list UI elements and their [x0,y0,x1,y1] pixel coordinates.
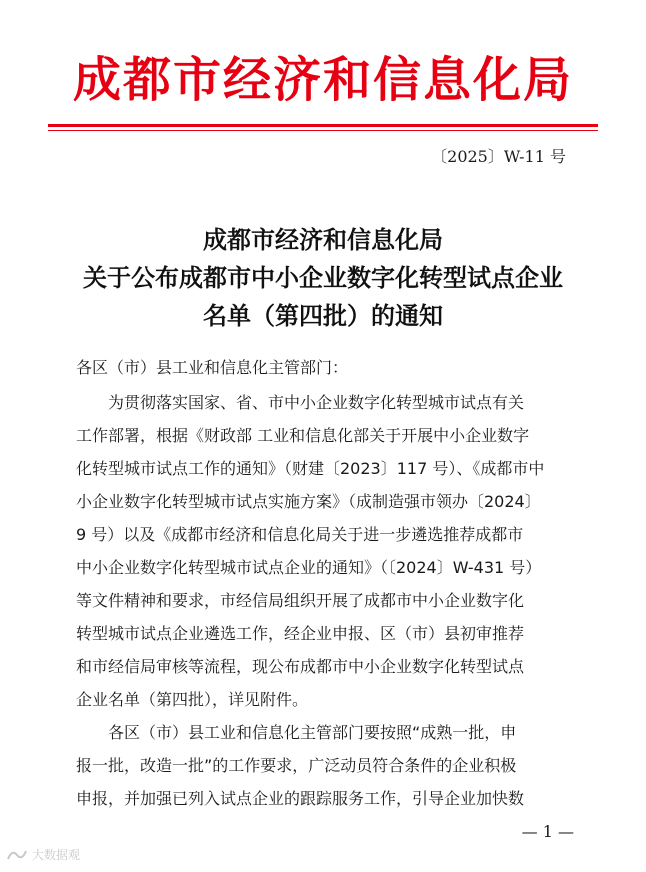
body-line: 工作部署，根据《财政部 工业和信息化部关于开展中小企业数字 [76,426,530,445]
body-line: 中小企业数字化转型城市试点企业的通知》（〔2024〕W-431 号） [76,558,542,577]
body-line: 企业名单（第四批），详见附件。 [76,690,309,709]
body-line: 申报，并加强已列入试点企业的跟踪服务工作，引导企业加快数 [76,789,525,808]
title-line-1: 成都市经济和信息化局 [203,225,443,254]
body-line: 报一批，改造一批”的工作要求，广泛动员符合条件的企业积极 [76,756,517,775]
watermark [6,846,80,863]
body-line: 9 号）以及《成都市经济和信息化局关于进一步遴选推荐成都市 [76,525,524,544]
title-line-3: 名单（第四批）的通知 [203,301,443,330]
watermark-text: 大数据观 [32,848,81,862]
page-number: — 1 — [521,822,574,841]
masthead-title: 成都市经济和信息化局 [72,52,573,108]
body-line: 为贯彻落实国家、省、市中小企业数字化转型城市试点有关 [108,393,525,412]
document-number: 〔2025〕W-11 号 [431,147,566,166]
body-line: 小企业数字化转型城市试点实施方案》（成制造强市领办〔2024〕 [76,492,541,511]
body-line: 和市经信局审核等流程，现公布成都市中小企业数字化转型试点 [76,657,525,676]
body-line: 各区（市）县工业和信息化主管部门要按照“成熟一批，申 [108,723,517,742]
masthead-rule-thick [48,124,598,127]
title-line-2: 关于公布成都市中小企业数字化转型试点企业 [83,263,563,292]
salutation: 各区（市）县工业和信息化主管部门： [76,358,349,377]
body-line: 等文件精神和要求，市经信局组织开展了成都市中小企业数字化 [76,591,525,610]
body-line: 转型城市试点企业遴选工作，经企业申报、区（市）县初审推荐 [76,624,525,643]
watermark-logo-icon [6,847,28,863]
masthead-rule-thin [48,130,598,131]
body-line: 化转型城市试点工作的通知》（财建〔2023〕117 号）、《成都市中 [76,459,545,478]
